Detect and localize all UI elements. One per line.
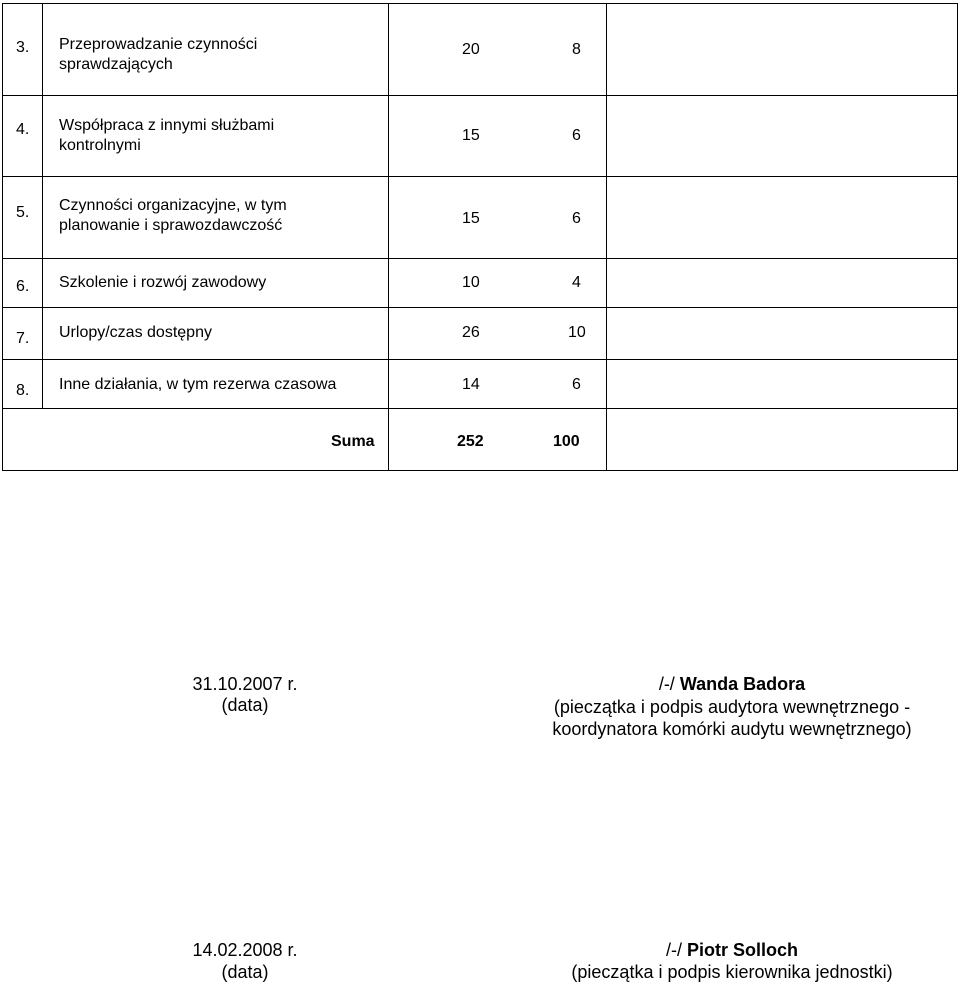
date-caption: (data) — [221, 962, 269, 982]
row-value-2: 8 — [572, 41, 581, 58]
row-value-1: 10 — [462, 274, 480, 291]
row-value-2: 6 — [572, 376, 581, 393]
row-value-1: 15 — [462, 127, 480, 144]
signatory-caption: koordynatora komórki audytu wewnętrznego) — [552, 719, 912, 739]
table-rule — [42, 3, 43, 408]
row-value-1: 14 — [462, 376, 480, 393]
table-rule — [2, 176, 958, 177]
date-caption: (data) — [221, 695, 269, 715]
signatory-name: Piotr Solloch — [686, 940, 798, 960]
row-value-2: 6 — [572, 127, 581, 144]
row-number: 8. — [16, 382, 30, 399]
table-rule — [2, 258, 958, 259]
row-number: 6. — [16, 278, 30, 295]
table-rule — [2, 408, 958, 409]
row-label: Inne działania, w tym rezerwa czasowa — [59, 376, 337, 393]
row-number: 7. — [16, 330, 30, 347]
row-label: kontrolnymi — [59, 137, 141, 154]
table-rule — [2, 3, 958, 4]
date-value: 14.02.2008 r. — [192, 940, 298, 960]
row-label: Urlopy/czas dostępny — [59, 324, 212, 341]
sum-label: Suma — [331, 433, 375, 450]
workload-table — [2, 3, 958, 471]
table-rule — [957, 3, 958, 471]
row-value-1: 20 — [462, 41, 480, 58]
table-rule — [2, 95, 958, 96]
row-value-2: 4 — [572, 274, 581, 291]
row-label: Przeprowadzanie czynności — [59, 36, 258, 53]
row-label: sprawdzających — [59, 56, 173, 73]
row-value-2: 6 — [572, 210, 581, 227]
row-label: Szkolenie i rozwój zawodowy — [59, 274, 267, 291]
signatory-name: Wanda Badora — [679, 674, 806, 694]
row-number: 5. — [16, 204, 30, 221]
row-value-1: 26 — [462, 324, 480, 341]
table-rule — [2, 470, 958, 471]
row-value-1: 15 — [462, 210, 480, 227]
row-label: Czynności organizacyjne, w tym — [59, 197, 287, 214]
signatory-caption: (pieczątka i podpis kierownika jednostki) — [571, 962, 893, 982]
signatory-line — [532, 674, 932, 695]
date-value: 31.10.2007 r. — [192, 674, 298, 694]
signatory-prefix: /-/ — [658, 674, 680, 694]
table-rule — [2, 359, 958, 360]
row-number: 3. — [16, 39, 30, 56]
table-rule — [606, 3, 607, 471]
row-label: Współpraca z innymi służbami — [59, 117, 275, 134]
row-number: 4. — [16, 121, 30, 138]
table-rule — [388, 3, 389, 471]
sum-value-2: 100 — [553, 433, 580, 450]
table-rule — [2, 3, 3, 471]
signatory-caption: (pieczątka i podpis audytora wewnętrznego - — [553, 697, 911, 717]
sum-value-1: 252 — [457, 433, 484, 450]
row-value-2: 10 — [568, 324, 586, 341]
signatory-prefix: /-/ — [665, 940, 687, 960]
row-label: planowanie i sprawozdawczość — [59, 217, 283, 234]
signatory-line — [532, 940, 932, 961]
table-rule — [2, 307, 958, 308]
